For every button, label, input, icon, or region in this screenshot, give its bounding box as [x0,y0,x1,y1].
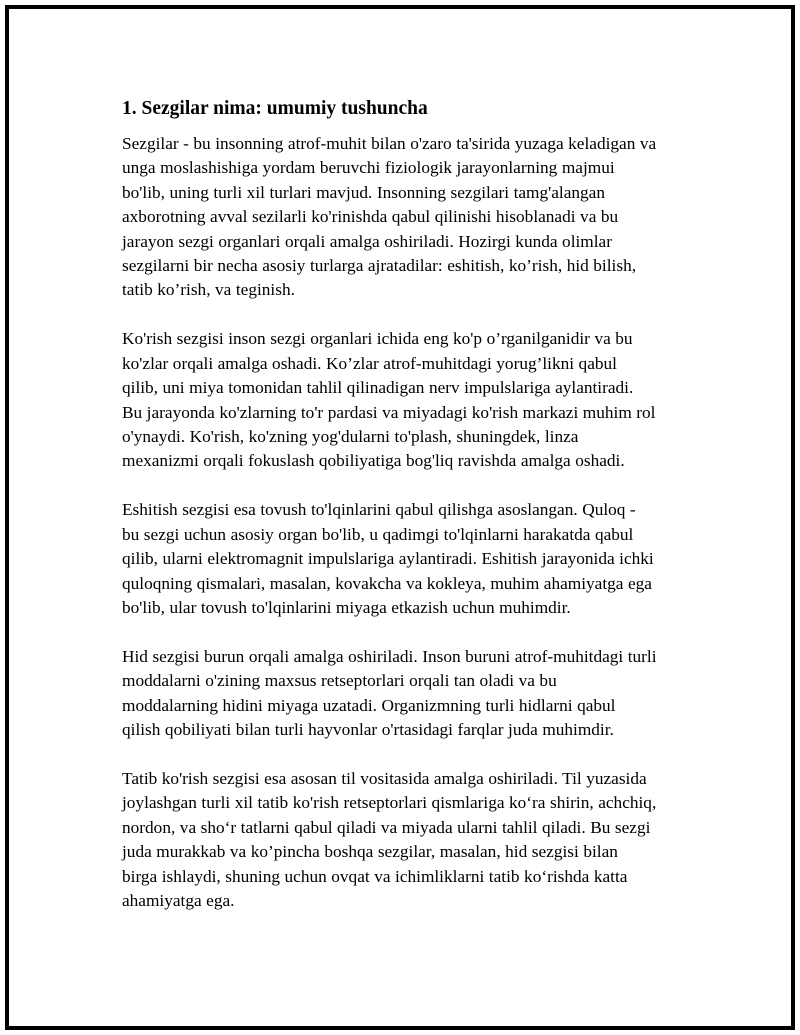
text-line: ahamiyatga ega. [122,890,235,910]
text-line: qilib, ularni elektromagnit impulslariga aylantiradi. Eshitish jarayonida ichki [122,549,654,569]
text-line: Ko'rish sezgisi inson sezgi organlari ichida eng ko'p o’rganilganidir va bu [122,329,633,349]
text-line: juda murakkab va ko’pincha boshqa sezgilar, masalan, hid sezgisi bilan [122,842,618,862]
paragraph-2 [122,327,707,473]
text-line: moddalarni o'zining maxsus retseptorlari orqali tan oladi va bu [122,671,557,691]
text-line: bo'lib, uning turli xil turlari mavjud. Insonning sezgilari tamg'alangan [122,182,605,202]
text-line: qilish qobiliyati bilan turli hayvonlar o'rtasidagi farqlar juda muhimdir. [122,720,614,740]
text-line: Tatib ko'rish sezgisi esa asosan til vositasida amalga oshiriladi. Til yuzasida [122,768,647,788]
paragraph-1 [122,132,707,303]
text-line: Bu jarayonda ko'zlarning to'r pardasi va miyadagi ko'rish markazi muhim rol [122,402,656,422]
text-line: tatib ko’rish, va teginish. [122,280,295,300]
text-line: quloqning qismalari, masalan, kovakcha va kokleya, muhim ahamiyatga ega [122,573,652,593]
text-line: qilib, uni miya tomonidan tahlil qilinadigan nerv impulslariga aylantiradi. [122,378,634,398]
text-line: o'ynaydi. Ko'rish, ko'zning yog'dularni to'plash, shuningdek, linza [122,426,579,446]
paragraph-5 [122,767,707,913]
text-line: bo'lib, ular tovush to'lqinlarini miyaga etkazish uchun muhimdir. [122,597,571,617]
paragraph-3 [122,498,707,620]
text-line: joylashgan turli xil tatib ko'rish retseptorlari qismlariga ko‘ra shirin, achchiq, [122,793,657,813]
text-line: unga moslashishiga yordam beruvchi fiziologik jarayonlarning majmui [122,158,615,178]
text-line: jarayon sezgi organlari orqali amalga oshiriladi. Hozirgi kunda olimlar [122,231,612,251]
text-line: moddalarning hidini miyaga uzatadi. Organizmning turli hidlarni qabul [122,695,616,715]
page-frame [5,5,795,1030]
text-line: nordon, va sho‘r tatlarni qabul qiladi va miyada ularni tahlil qiladi. Bu sezgi [122,817,651,837]
text-line: Sezgilar - bu insonning atrof-muhit bilan o'zaro ta'sirida yuzaga keladigan va [122,134,657,153]
text-line: birga ishlaydi, shuning uchun ovqat va ichimliklarni tatib ko‘rishda katta [122,866,628,886]
section-heading: 1. Sezgilar nima: umumiy tushuncha [122,98,428,119]
text-line: Hid sezgisi burun orqali amalga oshiriladi. Inson buruni atrof-muhitdagi turli [122,646,657,666]
text-line: sezgilarni bir necha asosiy turlarga ajratadilar: eshitish, ko’rish, hid bilish, [122,256,637,276]
text-line: ko'zlar orqali amalga oshadi. Ko’zlar atrof-muhitdagi yorug’likni qabul [122,353,617,373]
text-line: axborotning avval sezilarli ko'rinishda qabul qilinishi hisoblanadi va bu [122,207,619,227]
page-content [122,97,707,938]
paragraph-4 [122,645,707,743]
text-line: bu sezgi uchun asosiy organ bo'lib, u qadimgi to'lqinlarni harakatda qabul [122,524,634,544]
text-line: mexanizmi orqali fokuslash qobiliyatiga bog'liq ravishda amalga oshadi. [122,451,625,471]
text-line: Eshitish sezgisi esa tovush to'lqinlarini qabul qilishga asoslangan. Quloq - [122,500,636,520]
